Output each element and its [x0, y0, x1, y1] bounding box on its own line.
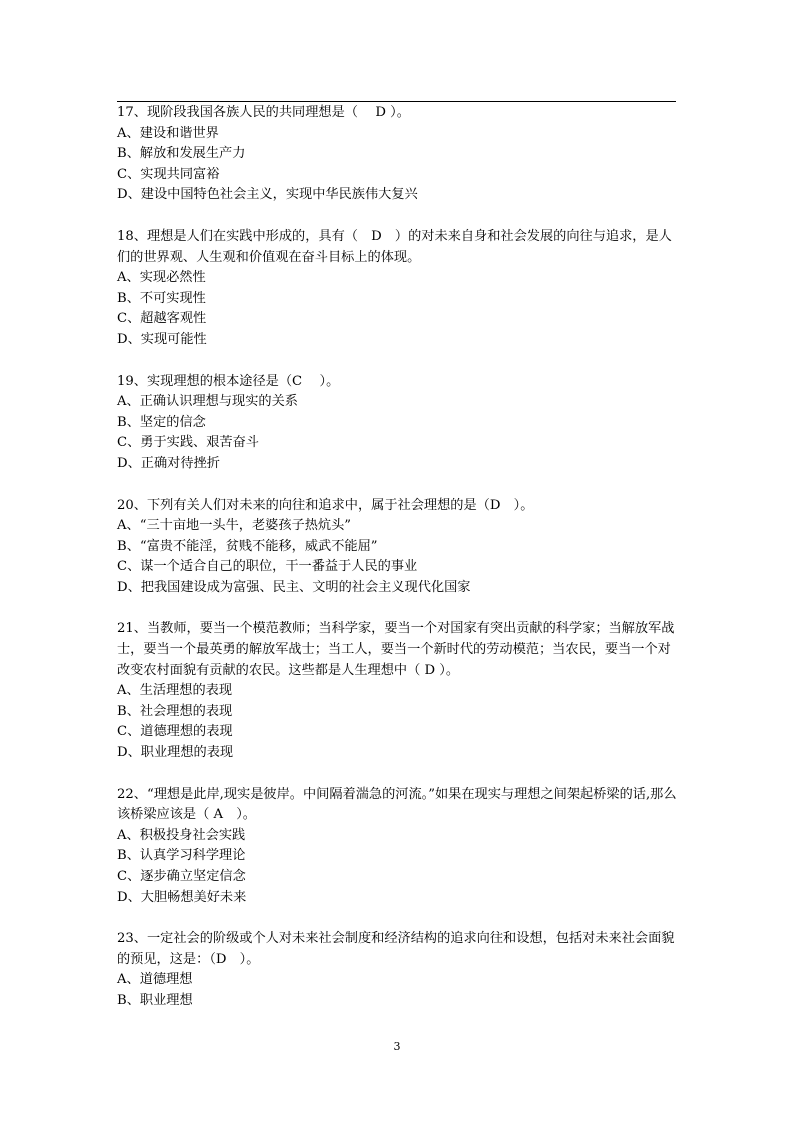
question-21 [117, 619, 682, 763]
question-stem: 18、理想是人们在实践中形成的，具有（ D ）的对未来自身和社会发展的向往与追求，是人们的世界观、人生观和价值观在奋斗目标上的体现。 [117, 228, 672, 265]
question-19 [117, 372, 682, 475]
question-stem: 22、“理想是此岸,现实是彼岸。中间隔着湍急的河流。”如果在现实与理想之间架起桥梁的话,那么该桥梁应该是（ A ）。 [117, 786, 677, 823]
option-d: D、实现可能性 [117, 331, 207, 347]
question-stem: 23、一定社会的阶级或个人对未来社会制度和经济结构的追求向往和设想，包括对未来社会面貌的预见，这是：（D ）。 [117, 931, 675, 967]
question-list [117, 103, 682, 1033]
option-b: B、“富贵不能淫，贫贱不能移，威武不能屈” [117, 538, 378, 554]
question-stem: 20、下列有关人们对未来的向往和追求中，属于社会理想的是（D ）。 [117, 497, 534, 513]
option-d: D、职业理想的表现 [117, 745, 234, 761]
question-stem: 17、现阶段我国各族人民的共同理想是（ D ）。 [117, 105, 410, 120]
option-d: D、建设中国特色社会主义，实现中华民族伟大复兴 [117, 187, 418, 203]
option-a: A、积极投身社会实践 [117, 827, 246, 843]
question-stem: 21、当教师，要当一个模范教师；当科学家，要当一个对国家有突出贡献的科学家；当解放军战士，要当一个最英勇的解放军战士；当工人，要当一个新时代的劳动模范；当农民，要当一个对改变农村面貌有贡献的农民。这些都是人生理想中（ D ）。 [117, 621, 675, 678]
option-c: C、逐步确立坚定信念 [117, 869, 246, 884]
option-b: B、解放和发展生产力 [117, 146, 246, 162]
option-b: B、不可实现性 [117, 290, 206, 306]
question-22 [117, 785, 682, 909]
option-a: A、生活理想的表现 [117, 683, 233, 699]
option-a: A、正确认识理想与现实的关系 [117, 394, 298, 410]
option-d: D、把我国建设成为富强、民主、文明的社会主义现代化国家 [117, 579, 471, 595]
question-18 [117, 227, 682, 351]
option-c: C、实现共同富裕 [117, 166, 220, 182]
option-a: A、“三十亩地一头牛，老婆孩子热炕头” [117, 518, 352, 534]
option-b: B、认真学习科学理论 [117, 848, 246, 864]
question-23 [117, 929, 682, 1011]
option-b: B、社会理想的表现 [117, 703, 233, 719]
option-c: C、勇于实践、艰苦奋斗 [117, 435, 259, 451]
option-a: A、实现必然性 [117, 270, 206, 286]
option-b: B、职业理想 [117, 992, 193, 1008]
option-a: A、道德理想 [117, 972, 193, 988]
page-number: 3 [393, 1040, 401, 1053]
question-17 [117, 103, 682, 206]
option-c: C、超越客观性 [117, 311, 207, 327]
option-a: A、建设和谐世界 [117, 125, 219, 141]
option-c: C、谋一个适合自己的职位，干一番益于人民的事业 [117, 559, 418, 575]
question-stem: 19、实现理想的根本途径是（C ）。 [117, 373, 340, 389]
header-rule [117, 101, 676, 102]
option-d: D、大胆畅想美好未来 [117, 889, 247, 905]
option-d: D、正确对待挫折 [117, 455, 220, 471]
question-20 [117, 496, 682, 599]
option-c: C、道德理想的表现 [117, 724, 233, 740]
option-b: B、坚定的信念 [117, 414, 206, 430]
